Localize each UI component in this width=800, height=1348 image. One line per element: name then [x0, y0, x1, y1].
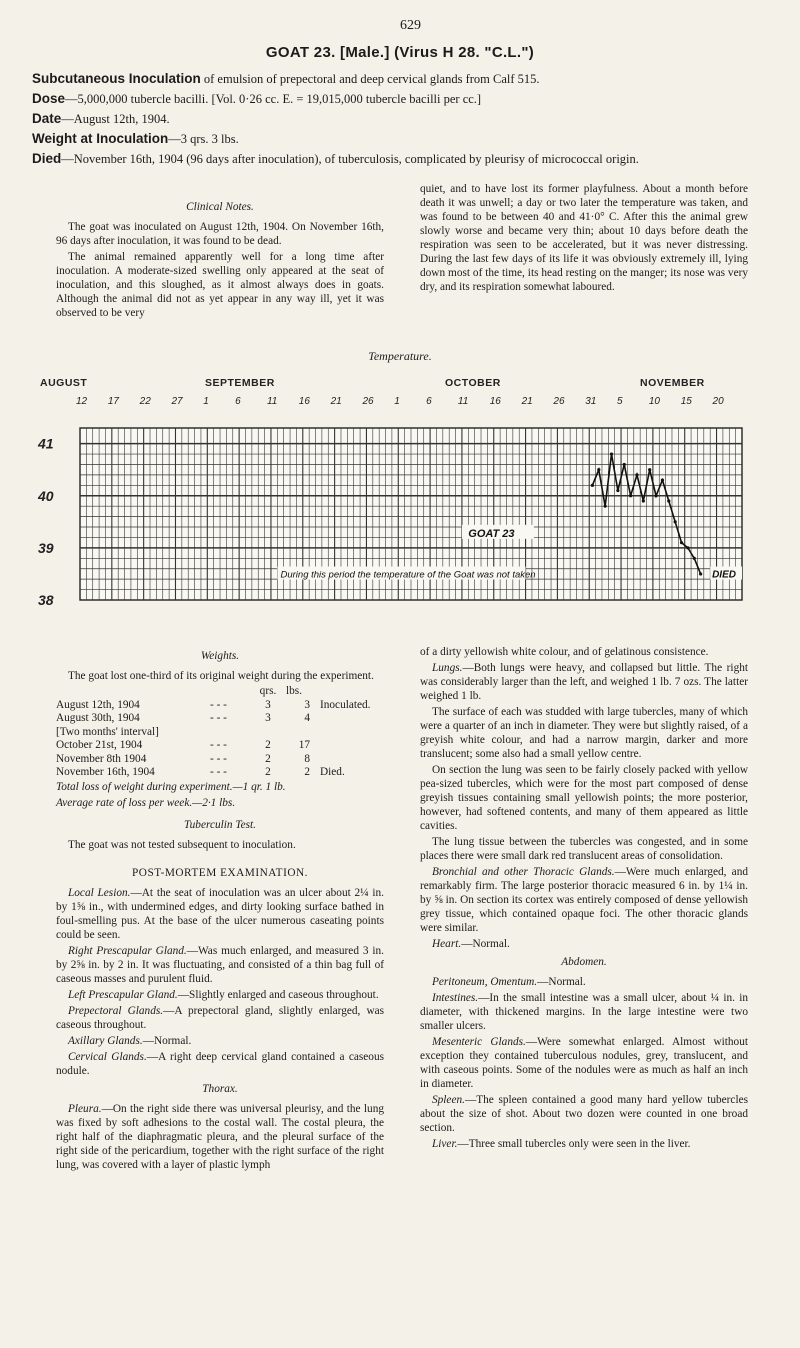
pm-bronchial	[420, 865, 748, 935]
temperature-point	[629, 494, 632, 497]
date-tick-label: 11	[266, 396, 278, 407]
temperature-point	[597, 468, 600, 471]
pm-liver	[420, 1137, 748, 1151]
tuberculin-text: The goat was not tested subsequent to inoculation.	[68, 838, 296, 851]
weights-row	[56, 726, 375, 740]
pm-heart-text: —Normal.	[461, 938, 510, 950]
pm-pleura-text: —On the right side there was universal pleurisy, and the lung was fixed by soft adhesions to the costal wall. The costal pleura, the right half of the diaphragmatic pleura, and the pleural surface of the right side of the pericardium, together with the right surface of the right lung, was covered with a layer of plastic lymph	[56, 1102, 384, 1171]
thorax-heading: Thorax.	[202, 1082, 238, 1095]
weights-row	[56, 753, 375, 767]
pm-prepect-label: Prepectoral Glands.	[68, 1004, 164, 1017]
inoculation-text: of emulsion of prepectoral and deep cervical glands from Calf 515.	[203, 72, 540, 86]
temperature-point	[610, 452, 613, 455]
pm-peritoneum-label: Peritoneum, Omentum.	[432, 976, 538, 988]
pm-lungs1	[420, 661, 748, 703]
weights-row-dots: - - -	[210, 712, 227, 724]
date-tick-label: 12	[76, 396, 88, 407]
date-tick-label: 5	[617, 396, 623, 407]
pm-mesenteric-label: Mesenteric Glands.	[432, 1036, 526, 1048]
date-line	[32, 111, 784, 127]
weights-row-dots	[210, 726, 254, 740]
clinical-right-column	[420, 182, 748, 296]
inoculation-line	[32, 71, 784, 87]
date-tick-label: 11	[457, 396, 469, 407]
temperature-point	[642, 499, 645, 502]
y-tick-label: 38	[38, 592, 54, 608]
weights-average: Average rate of loss per week.—2·1 lbs.	[56, 796, 236, 809]
temperature-point	[654, 494, 657, 497]
pm-liver-text: —Three small tubercles only were seen in the liver.	[457, 1138, 691, 1150]
temperature-point	[680, 541, 683, 544]
weight-text: —3 qrs. 3 lbs.	[168, 132, 239, 146]
pm-spleen-label: Spleen.	[432, 1094, 465, 1106]
pm-mesenteric-text: —Were somewhat enlarged. Almost without exception they contained tuberculous nodules, grey, translucent, and with caseous points. Some of the nodules were as much as half an inch in diameter.	[420, 1036, 748, 1090]
temperature-point	[616, 489, 619, 492]
pm-local-label: Local Lesion.	[68, 886, 131, 899]
temperature-point	[623, 463, 626, 466]
pm-pleura	[56, 1102, 384, 1172]
pm-heart-label: Heart.	[432, 938, 462, 950]
died-label: Died	[32, 151, 62, 166]
temperature-point	[699, 572, 702, 575]
y-tick-label: 40	[38, 487, 54, 504]
date-tick-label: 20	[712, 396, 724, 407]
weights-row-date: November 16th, 1904	[56, 766, 155, 778]
weights-row-qrs: 3	[265, 698, 271, 711]
pm-lprescap	[56, 988, 384, 1002]
pm-lungs1-text: —Both lungs were heavy, and collapsed but little. The right was considerably larger than the left, and weighed 1 lb. 7 ozs. The latter weighed 1 lb.	[420, 662, 748, 702]
clinical-p3: quiet, and to have lost its former playfulness. About a month before death it was unwell; a day or two later the temperature was taken, and was found to be between 40 and 41·0° C. After this the animal grew slowly worse and became very thin; about 10 days before death the respiration was seen to be accelerated, but it was never distressing. During the last few days of its life it was obviously extremely ill, lying down most of the time, its head resting on the manger; its nose was very dry, and its respiration somewhat laboured.	[420, 183, 748, 293]
pm-spleen	[420, 1093, 748, 1135]
y-tick-label: 39	[38, 539, 54, 556]
temperature-point	[661, 479, 664, 482]
page-number: 629	[400, 18, 421, 33]
temperature-point	[686, 546, 689, 549]
goat-label: GOAT 23	[468, 527, 515, 540]
y-tick-label: 41	[38, 435, 54, 452]
pm-axillary	[56, 1034, 384, 1048]
clinical-p2: The animal remained apparently well for a long time after inoculation. A moderate-sized swelling only appeared at the seat of inoculation, and this sloughed, as it almost always does in goats. Although the animal did not as yet appear in any way ill, yet it was observed to be very	[56, 251, 384, 319]
weight-label: Weight at Inoculation	[32, 131, 169, 146]
weights-row-lbs: 4	[304, 712, 310, 724]
pm-lprescap-label: Left Prescapular Gland.	[68, 988, 178, 1001]
weights-row-lbs: 8	[304, 752, 310, 765]
pm-cervical	[56, 1050, 384, 1078]
pm-local	[56, 886, 384, 942]
weights-row-date: October 21st, 1904	[56, 739, 143, 751]
pm-liver-label: Liver.	[432, 1138, 458, 1150]
weights-row-dots: - - -	[210, 766, 227, 778]
month-label: AUGUST	[40, 377, 88, 389]
pm-pleura-label: Pleura.	[68, 1102, 102, 1115]
pm-rprescap-text: —Was much enlarged, and measured 3 in. by 2⅝ in. by 2 in. It was fluctuating, and consisted of a thin bag full of caseous masses and purulent fluid.	[56, 944, 384, 985]
lower-left-column	[56, 645, 384, 1174]
weights-row-date: August 12th, 1904	[56, 698, 140, 711]
pm-axillary-label: Axillary Glands.	[68, 1034, 143, 1047]
date-tick-label: 1	[203, 396, 209, 407]
date-tick-label: 1	[394, 396, 400, 407]
temperature-point	[604, 505, 607, 508]
month-label: OCTOBER	[445, 377, 501, 389]
weight-line	[32, 131, 784, 147]
unit-lbs: lbs.	[286, 685, 303, 697]
weights-row	[56, 739, 375, 753]
pm-peritoneum-text: —Normal.	[537, 976, 586, 988]
weights-row-note	[314, 726, 375, 740]
temperature-point	[635, 473, 638, 476]
temperature-point	[693, 557, 696, 560]
pm-axillary-text: —Normal.	[142, 1034, 192, 1047]
month-label: SEPTEMBER	[205, 377, 275, 389]
month-label: NOVEMBER	[640, 377, 705, 389]
date-label: Date	[32, 111, 62, 126]
postmortem-heading: POST-MORTEM EXAMINATION.	[132, 866, 308, 879]
pm-heart	[420, 937, 748, 951]
clinical-left-column	[56, 196, 384, 322]
pm-spleen-text: —The spleen contained a good many hard yellow tubercles about the size of shot. About two dozen were counted in one broad section.	[420, 1094, 748, 1134]
date-tick-label: 26	[553, 396, 565, 407]
temperature-point	[667, 499, 670, 502]
date-tick-label: 16	[489, 396, 501, 407]
dose-label: Dose	[32, 91, 66, 106]
weights-row	[56, 712, 375, 726]
weights-row-dots: - - -	[210, 698, 227, 711]
died-line	[32, 151, 784, 167]
pm-lungs-label: Lungs.	[432, 662, 463, 674]
weights-row-lbs: 2	[304, 766, 310, 778]
weights-table	[56, 685, 375, 780]
weights-row-date: August 30th, 1904	[56, 712, 140, 724]
weights-row-lbs	[286, 726, 314, 740]
weights-row	[56, 699, 375, 713]
pm-local-text: —At the seat of inoculation was an ulcer about 2¼ in. by 1⅝ in., with undermined edges, and dirty looking surface bathed in foul-smelling pus. At the base of the ulcer numerous caseating points could be seen.	[56, 886, 385, 941]
date-tick-label: 16	[298, 396, 310, 407]
died-text: —November 16th, 1904 (96 days after inoculation), of tuberculosis, complicated by pleurisy of micrococcal origin.	[61, 152, 639, 166]
pm-cervical-label: Cervical Glands.	[68, 1050, 147, 1063]
weights-row-date: November 8th 1904	[56, 752, 147, 765]
weights-row-dots: - - -	[210, 752, 227, 765]
pm-rprescap	[56, 944, 384, 986]
pm-mesenteric	[420, 1035, 748, 1091]
pm-prepect	[56, 1004, 384, 1032]
pm-cervical-text: —A right deep cervical gland contained a caseous nodule.	[56, 1050, 385, 1077]
date-tick-label: 22	[139, 396, 151, 407]
pm-intestines	[420, 991, 748, 1033]
clinical-heading: Clinical Notes.	[186, 201, 254, 213]
date-tick-label: 21	[521, 396, 533, 407]
weights-row-qrs: 3	[265, 712, 271, 724]
weights-row-lbs: 3	[304, 698, 310, 711]
date-tick-label: 6	[426, 396, 432, 407]
temperature-point	[648, 468, 651, 471]
weights-row-qrs: 2	[265, 739, 271, 751]
chart-note: During this period the temperature of the Goat was not taken	[280, 569, 536, 581]
date-tick-label: 31	[585, 396, 597, 407]
weights-row	[56, 766, 375, 780]
date-tick-label: 27	[171, 396, 183, 407]
pm-rprescap-label: Right Prescapular Gland.	[68, 944, 187, 957]
pm-prepect-text: —A prepectoral gland, slightly enlarged, was caseous throughout.	[56, 1004, 385, 1031]
weights-row-note	[314, 712, 375, 726]
date-tick-label: 26	[362, 396, 374, 407]
weights-row-note: Died.	[320, 766, 345, 778]
pm-bronchial-label: Bronchial and other Thoracic Glands.	[432, 866, 615, 878]
date-tick-label: 10	[648, 396, 661, 407]
weights-intro: The goat lost one-third of its original weight during the experiment.	[68, 670, 374, 682]
weights-row-dots: - - -	[210, 739, 227, 751]
date-text: —August 12th, 1904.	[61, 112, 170, 126]
temperature-point	[591, 484, 594, 487]
date-tick-label: 15	[680, 396, 692, 407]
date-tick-label: 17	[107, 396, 119, 407]
temperature-heading: Temperature.	[368, 349, 432, 363]
page-title: GOAT 23. [Male.] (Virus H 28. "C.L.")	[265, 44, 535, 61]
unit-qrs: qrs.	[259, 685, 277, 697]
weights-units-row	[56, 685, 375, 699]
weights-row-lbs: 17	[298, 739, 310, 751]
dose-text: —5,000,000 tubercle bacilli. [Vol. 0·26 cc. E. = 19,015,000 tubercle bacilli per cc.]	[65, 92, 482, 106]
date-tick-label: 6	[235, 396, 241, 407]
weights-row-date: [Two months' interval]	[56, 725, 159, 738]
weights-row-note	[314, 753, 375, 767]
tuberculin-heading: Tuberculin Test.	[184, 818, 256, 831]
weights-row-qrs: 2	[265, 766, 271, 778]
pm-lprescap-text: —Slightly enlarged and caseous throughout.	[177, 988, 379, 1001]
weights-row-note: Inoculated.	[320, 698, 371, 711]
pm-lungs4: The lung tissue between the tubercles was congested, and in some places there were small dark red translucent areas of consolidation.	[420, 836, 748, 862]
weights-row-qrs: 2	[265, 752, 271, 765]
lower-right-column	[420, 645, 748, 1153]
pm-intestines-text: —In the small intestine was a small ulcer, about ¼ in. in diameter, with thickened margins. In the large intestine were two smaller ulcers.	[420, 992, 748, 1032]
temperature-chart	[0, 370, 800, 630]
date-tick-label: 21	[330, 396, 342, 407]
clinical-p1: The goat was inoculated on August 12th, 1904. On November 16th, 96 days after inoculation, it was found to be dead.	[56, 221, 384, 247]
pm-pleura-cont: of a dirty yellowish white colour, and of gelatinous consistence.	[420, 646, 709, 658]
weights-row-qrs	[254, 726, 286, 740]
pm-lungs3: On section the lung was seen to be fairly closely packed with yellow pea-sized tubercles, which were for the most part composed of dense greyish tissues containing small yellowish points; the more posterior, however, had softened contents, and many of them appeared as little cavities.	[420, 764, 748, 832]
pm-bronchial-text: —Were much enlarged, and remarkably firm. The large posterior thoracic measured 6 in. by 1¼ in. by ⅝ in. On section its cortex was entirely composed of dense yellowish grey tissue, which contained opaque foci. The other thoracic glands were similar.	[420, 866, 748, 934]
pm-peritoneum	[420, 975, 748, 989]
died-label: DIED	[712, 569, 736, 581]
abdomen-heading: Abdomen.	[561, 956, 607, 968]
weights-total: Total loss of weight during experiment.—1 qr. 1 lb.	[56, 780, 286, 793]
weights-row-note	[314, 739, 375, 753]
inoculation-label: Subcutaneous Inoculation	[32, 71, 201, 86]
pm-lungs2: The surface of each was studded with large tubercles, many of which were a quarter of an inch in diameter. They were but slightly raised, of a greyish white colour, and had a narrow margin, darker and more translucent; some also had a small yellow centre.	[420, 706, 748, 760]
pm-intestines-label: Intestines.	[432, 992, 479, 1004]
temperature-point	[674, 520, 677, 523]
weights-heading: Weights.	[200, 650, 240, 662]
dose-line	[32, 91, 784, 107]
